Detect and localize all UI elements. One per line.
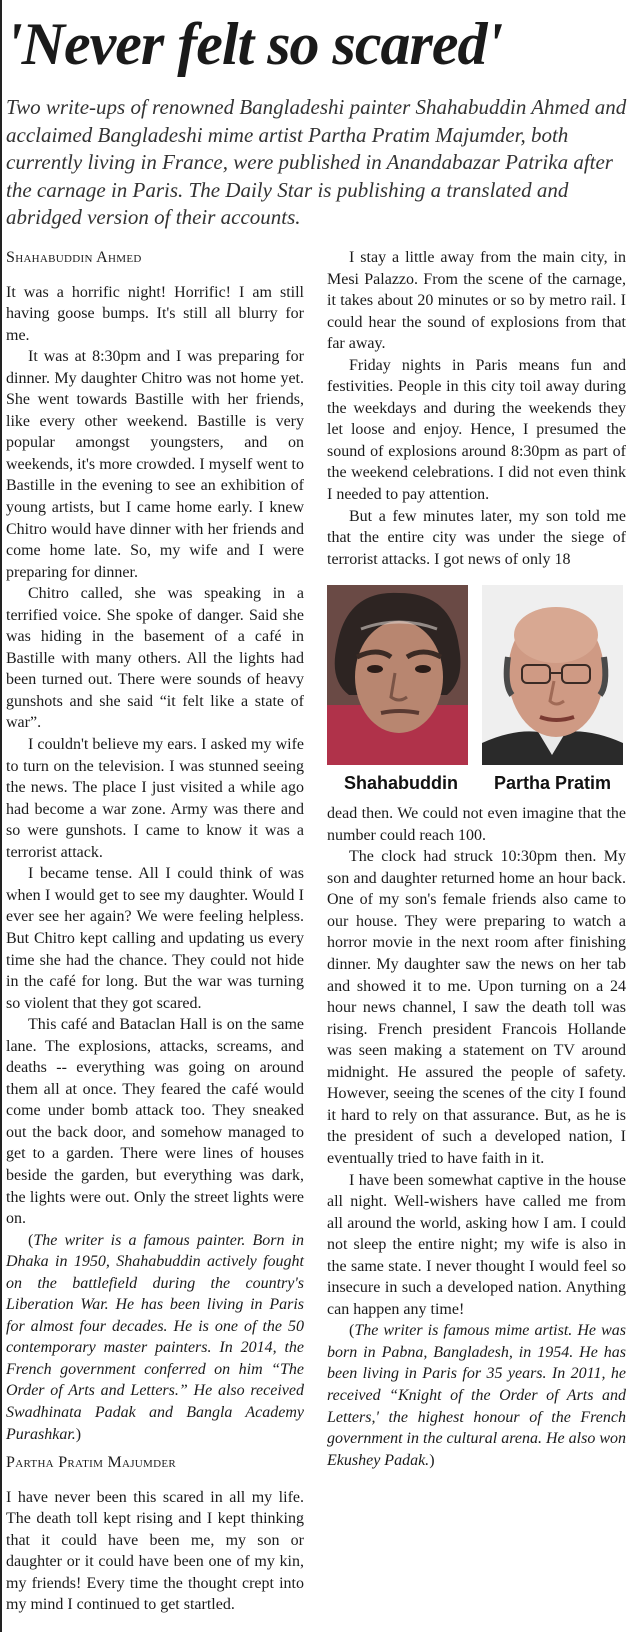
paragraph: It was a horrific night! Horrific! I am still having goose bumps. It's still all blurry for me. bbox=[6, 283, 304, 344]
photo-shahabuddin bbox=[327, 585, 468, 765]
byline-partha: Partha Pratim Majumder bbox=[6, 1454, 177, 1472]
right-column bbox=[327, 247, 626, 1471]
paragraph: I became tense. All I could think of was when I would get to see my daughter. Would I ever see her again? We were feeling helpless. But Chitro kept calling and updating us every time she had the chance. They could not hide in the café for long. But the war was turning so violent that they got scared. bbox=[6, 865, 304, 1012]
paragraph: I stay a little away from the main city, in Mesi Palazzo. From the scene of the carnage, it takes about 20 minutes or so by metro rail. I could hear the sound of explosions from that far away. bbox=[327, 249, 626, 353]
writer-note-shahabuddin: (The writer is a famous painter. Born in Dhaka in 1950, Shahabuddin actively fought on the battlefield during the country's Liberation War. He has been living in Paris for almost four decades. He is one of the 50 contemporary master painters. In 2014, the French government conferred on him “The Order of Arts and Letters.” He also received Swadhinata Padak and Bangla Academy Purashkar.) bbox=[6, 1231, 304, 1443]
paragraph: Chitro called, she was speaking in a terrified voice. She spoke of danger. Said she was hiding in the basement of a café in Bastille with many others. All the lights had been turned out. There were sounds of heavy gunshots and she said “it felt like a state of war”. bbox=[6, 585, 304, 732]
paragraph: I have never been this scared in all my life. The death toll kept rising and I kept thinking that it could have been me, my son or daughter or it could have been one of my kin, my friends! Every time the thought crept into my mind I continued to get startled. bbox=[6, 1488, 304, 1614]
photo-row bbox=[327, 585, 626, 803]
portrait-partha-icon bbox=[482, 585, 623, 765]
paragraph: Friday nights in Paris means fun and festivities. People in this city toil away during the weekdays and during the weekends they let loose and enjoy. Hence, I presumed the sound of explosions around 8:30pm as part of the weekend celebrations. I did not even think I needed to pay attention. bbox=[327, 356, 626, 504]
headline: 'Never felt so scared' bbox=[6, 11, 503, 77]
left-column bbox=[6, 247, 304, 1616]
caption-shahabuddin: Shahabuddin bbox=[344, 773, 458, 794]
paragraph: But a few minutes later, my son told me that the entire city was under the siege of terrorist attacks. I got news of only 18 bbox=[327, 507, 626, 568]
writer-note-partha: (The writer is famous mime artist. He was born in Pabna, Bangladesh, in 1954. He has been living in Paris for 35 years. In 2011, he received “Knight of the Order of Arts and Letters,' the highest honour of the French government in the cultural arena. He also won Ekushey Padak.) bbox=[327, 1322, 626, 1469]
paragraph: The clock had struck 10:30pm then. My son and daughter returned home an hour back. One of my son's female friends also came to our house. They were preparing to watch a horror movie in the next room after finishing dinner. My daughter saw the news on her tab and showed it to me. Upon turning on a 24 hour news channel, I saw the death toll was rising. French president Francois Hollande was seen making a statement on TV around midnight. He assured the people of safety. However, seeing the scenes of the city I found it hard to rely on that assurance. But, as he is the president of such a developed nation, I eventually tried to have faith in it. bbox=[327, 848, 626, 1167]
paragraph: This café and Bataclan Hall is on the same lane. The explosions, attacks, screams, and deaths -- everything was going on around them all at once. They feared the café would come under bomb attack too. They sneaked out the back door, and somehow managed to get to a garden. There were lines of houses beside the garden, but everything was dark, the lights were out. Only the street lights were on. bbox=[6, 1016, 304, 1228]
paragraph: I have been somewhat captive in the house all night. Well-wishers have called me from all around the world, asking how I am. I could not sleep the entire night; my wife is also in the same state. I never thought I would feel so insecure in such a developed nation. Anything can happen any time! bbox=[327, 1171, 626, 1318]
portrait-shahabuddin-icon bbox=[327, 585, 468, 765]
writer-note-text: The writer is a famous painter. Born in Dhaka in 1950, Shahabuddin actively fought on the battlefield during the country's Liberation War. He has been living in Paris for almost four decades. He is one of the 50 contemporary master painters. In 2014, the French government conferred on him “The Order of Arts and Letters.” He also received Swadhinata Padak and Bangla Academy Purashkar. bbox=[6, 1231, 304, 1443]
byline-shahabuddin: Shahabuddin Ahmed bbox=[6, 249, 142, 266]
paragraph: It was at 8:30pm and I was preparing for dinner. My daughter Chitro was not home yet. She went towards Bastille with her friends, like every other weekend. Bastille is very popular amongst youngsters, and on weekends, it's more crowded. I myself went to Bastille in the evening to see an exhibition of young artists, but I came home early. I knew Chitro would have dinner with her friends and come home late. So, my wife and I were preparing for dinner. bbox=[6, 348, 304, 581]
writer-note-text: The writer is famous mime artist. He was born in Pabna, Bangladesh, in 1954. He has been living in Paris for 35 years. In 2011, he received “Knight of the Order of Arts and Letters,' the highest honour of the French government in the cultural arena. He also won Ekushey Padak. bbox=[327, 1322, 626, 1469]
left-border-rule bbox=[0, 0, 2, 1632]
caption-partha: Partha Pratim bbox=[494, 773, 612, 794]
photo-partha bbox=[482, 585, 623, 765]
standfirst: Two write-ups of renowned Bangladeshi painter Shahabuddin Ahmed and acclaimed Bangladeshi mime artist Partha Pratim Majumder, both currently living in France, were published in Anandabazar Patrika after the carnage in Paris. The Daily Star is publishing a translated and abridged version of their accounts. bbox=[6, 95, 627, 229]
paragraph: I couldn't believe my ears. I asked my wife to turn on the television. I was stunned seeing the news. The place I just visited a while ago had become a war zone. Army was there and so were gunshots. I came to know it was a terrorist attack. bbox=[6, 736, 304, 861]
paragraph: dead then. We could not even imagine that the number could reach 100. bbox=[327, 805, 626, 844]
